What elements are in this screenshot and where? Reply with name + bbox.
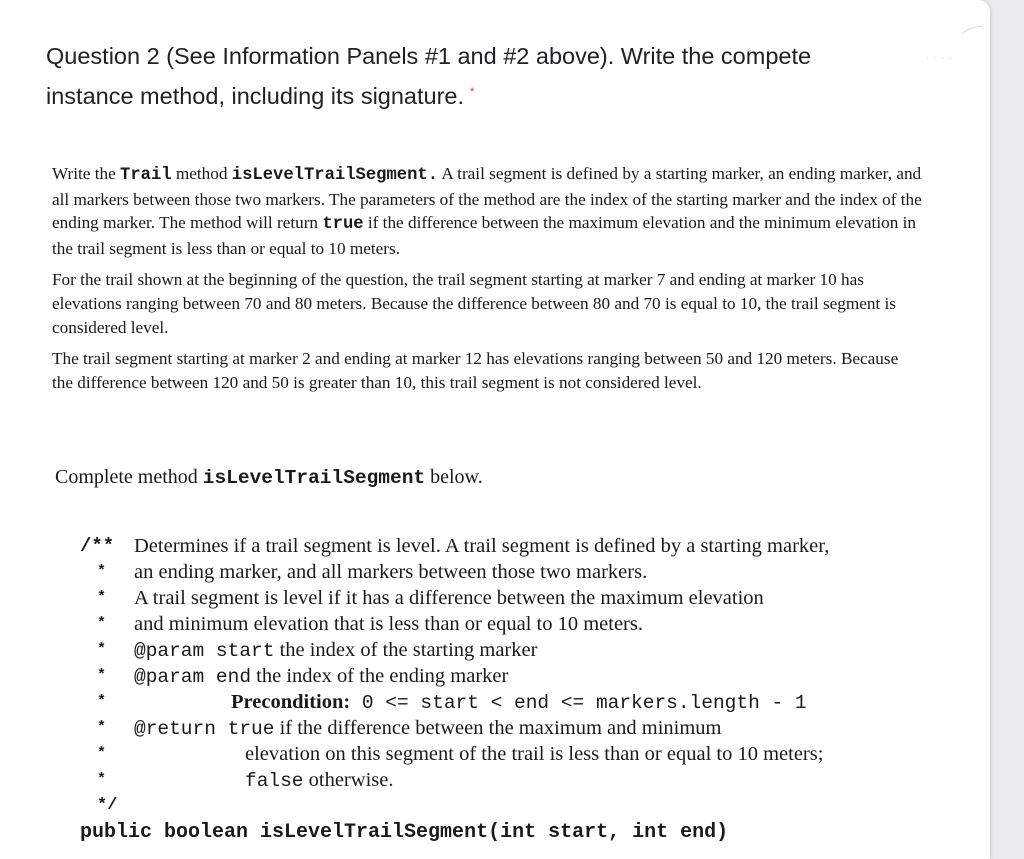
code-line: * and minimum elevation that is less than or equal to 10 meters. <box>97 613 643 635</box>
code-line: * @param start the index of the starting marker <box>97 639 538 662</box>
instruction-complete-method: Complete method isLevelTrailSegment below. <box>55 466 483 489</box>
code-block <box>80 533 940 845</box>
paragraph-example-level: For the trail shown at the beginning of the question, the trail segment starting at marker 7 and ending at marker 10 has elevations ranging between 70 and 80 meters. Because the difference between 80 and 70 is equal to 10, the trail segment is considered level. <box>52 270 896 337</box>
question-title-text: Question 2 (See Information Panels #1 and #2 above). Write the compete instance method, including its signature. <box>46 43 812 109</box>
code-line: * an ending marker, and all markers between those two markers. <box>97 561 648 583</box>
pen-stroke-icon <box>958 22 984 36</box>
code-line: * @return true if the difference between the maximum and minimum <box>97 717 722 740</box>
required-asterisk: * <box>470 86 475 98</box>
code-line: * A trail segment is level if it has a difference between the maximum elevation <box>97 587 764 609</box>
code-line: /** Determines if a trail segment is level. A trail segment is defined by a starting marker, <box>80 535 830 557</box>
paragraph-example-not-level: The trail segment starting at marker 2 and ending at marker 12 has elevations ranging between 50 and 120 meters. Because the difference between 120 and 50 is greater than 10, this trail segment is not considered level. <box>52 349 899 392</box>
method-signature: public boolean isLevelTrailSegment(int start, int end) <box>80 821 729 844</box>
question-title <box>46 38 886 114</box>
paragraph-description: Write the Trail method isLevelTrailSegment. A trail segment is defined by a starting marker, an ending marker, and all markers between those two markers. The parameters of the method are the index of the starting marker and the index of the ending marker. The method will return true if the difference between the maximum elevation and the minimum elevation in the trail segment is less than or equal to 10 meters. <box>52 164 922 258</box>
code-line: * false otherwise. <box>97 769 394 792</box>
code-line: * elevation on this segment of the trail is less than or equal to 10 meters; <box>97 743 824 765</box>
faint-ellipsis: · · · · <box>926 54 954 64</box>
code-line: * Precondition: 0 <= start < end <= markers.length - 1 <box>97 691 807 714</box>
code-line: */ <box>97 796 118 815</box>
question-image <box>52 162 922 402</box>
code-line: * @param end the index of the ending marker <box>97 665 509 688</box>
